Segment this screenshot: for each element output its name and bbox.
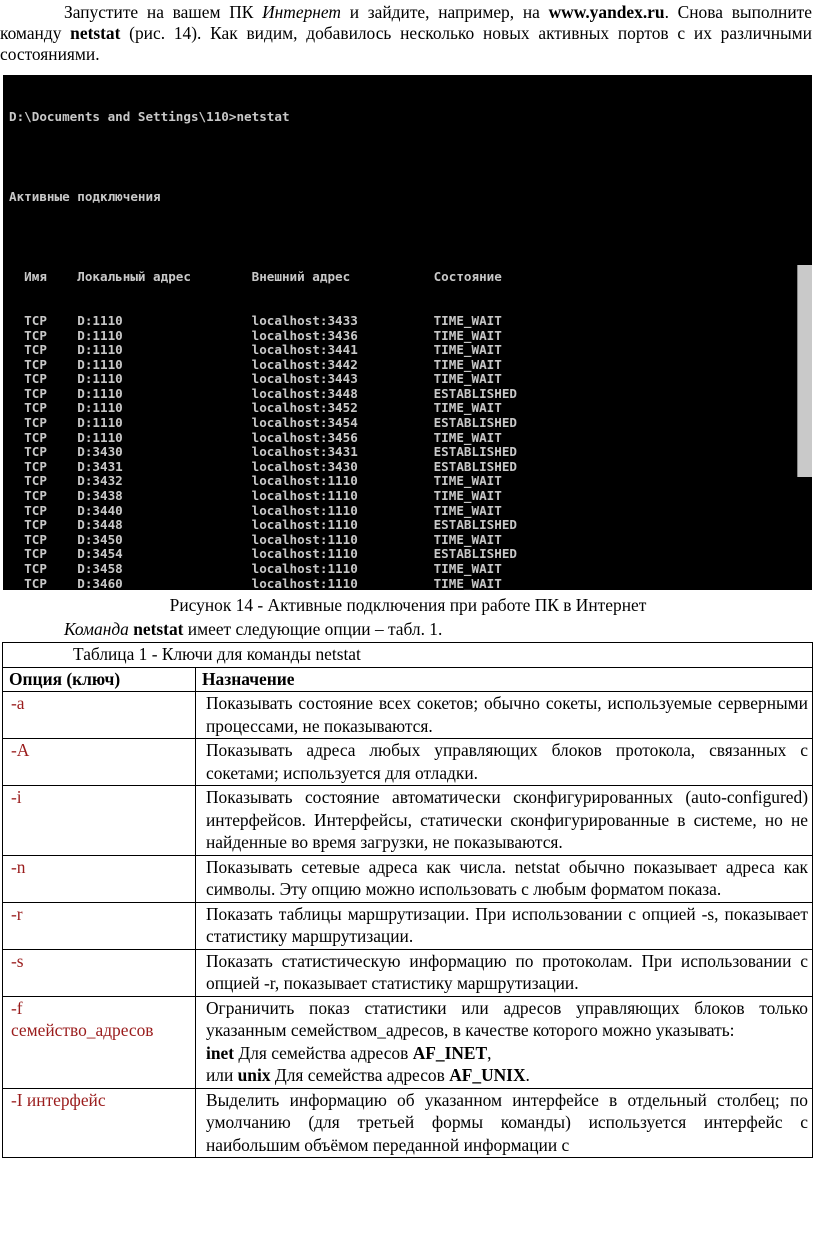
console-scrollbar-thumb[interactable] — [797, 265, 812, 477]
console-connection-row: TCP D:1110 localhost:3433 TIME_WAIT — [9, 312, 502, 328]
internet-term: Интернет — [262, 2, 341, 22]
console-connection-row: TCP D:3440 localhost:1110 TIME_WAIT — [9, 502, 502, 518]
options-intro: Команда netstat имеет следующие опции – табл. 1. — [64, 619, 443, 639]
table-row — [3, 949, 813, 996]
table-row — [3, 996, 813, 1088]
console-connection-row: TCP D:3450 localhost:1110 TIME_WAIT — [9, 531, 502, 547]
table-row — [3, 855, 813, 902]
console-columns-header: Имя Локальный адрес Внешний адрес Состояние — [9, 269, 502, 285]
header-option: Опция (ключ) — [3, 667, 196, 692]
console-connection-row: TCP D:3460 localhost:1110 TIME_WAIT — [9, 575, 502, 590]
table-row — [3, 902, 813, 949]
console-connection-row: TCP D:1110 localhost:3448 ESTABLISHED — [9, 385, 517, 401]
option-description: Выделить информацию об указанном интерфейсе в отдельный столбец; по умолчанию (для третьей формы команды) используется интерфейс с наибольшим объёмом переданной информации с — [196, 1088, 813, 1158]
option-description: Показать таблицы маршрутизации. При использовании с опцией -s, показывает статистику маршрутизации. — [196, 902, 813, 949]
console-output — [9, 81, 789, 590]
option-key: -n — [3, 855, 196, 902]
netstat-term: netstat — [70, 23, 121, 43]
console-connection-row: TCP D:1110 localhost:3456 TIME_WAIT — [9, 429, 502, 445]
option-key: -I интерфейс — [3, 1088, 196, 1158]
console-connection-row: TCP D:3458 localhost:1110 TIME_WAIT — [9, 561, 502, 576]
table-row — [3, 786, 813, 856]
option-key: -i — [3, 786, 196, 856]
option-key: -A — [3, 739, 196, 786]
console-connection-row: TCP D:1110 localhost:3452 TIME_WAIT — [9, 400, 502, 416]
console-connection-row: TCP D:3448 localhost:1110 ESTABLISHED — [9, 517, 517, 533]
console-connection-row: TCP D:1110 localhost:3441 TIME_WAIT — [9, 342, 502, 358]
table-row — [3, 692, 813, 739]
console-connection-row: TCP D:3432 localhost:1110 TIME_WAIT — [9, 473, 502, 489]
table-caption: Таблица 1 - Ключи для команды netstat — [3, 643, 813, 668]
console-connection-row: TCP D:1110 localhost:3454 ESTABLISHED — [9, 415, 517, 431]
console-section-title: Активные подключения — [9, 189, 161, 205]
option-key: -r — [3, 902, 196, 949]
figure-caption: Рисунок 14 - Активные подключения при работе ПК в Интернет — [169, 595, 647, 615]
option-description: Ограничить показ статистики или адресов управляющих блоков только указанным семейством_адресов, в качестве которого можно указывать: inet Для семейства адресов AF_INET, или unix Для семейства адресов AF_UNIX. — [196, 996, 813, 1088]
option-description: Показывать сетевые адреса как числа. netstat обычно показывает адреса как символы. Эту опцию можно использовать с любым форматом показа. — [196, 855, 813, 902]
table-row — [3, 1088, 813, 1158]
option-key: -f семейство_адресов — [3, 996, 196, 1088]
console-connection-row: TCP D:3431 localhost:3430 ESTABLISHED — [9, 458, 517, 474]
netstat-keys-table — [2, 642, 813, 1158]
option-key: -s — [3, 949, 196, 996]
console-connection-row: TCP D:3430 localhost:3431 ESTABLISHED — [9, 444, 517, 460]
console-connection-row: TCP D:3454 localhost:1110 ESTABLISHED — [9, 546, 517, 562]
header-purpose: Назначение — [196, 667, 813, 692]
console-prompt: D:\Documents and Settings\110>netstat — [9, 109, 290, 125]
yandex-link-text: www.yandex.ru — [548, 2, 665, 22]
console-connection-row: TCP D:1110 localhost:3442 TIME_WAIT — [9, 356, 502, 372]
intro-paragraph: Запустите на вашем ПК Интернет и зайдите, например, на www.yandex.ru. Снова выполните команду netstat (рис. 14). Как видим, добавилось несколько новых активных портов с их различными состояниями. — [0, 2, 812, 64]
console-screenshot — [3, 75, 812, 590]
option-description: Показывать состояние всех сокетов; обычно сокеты, используемые серверными процессами, не показываются. — [196, 692, 813, 739]
console-connection-row: TCP D:3438 localhost:1110 TIME_WAIT — [9, 488, 502, 504]
option-description: Показывать состояние автоматически сконфигурированных (auto-configured) интерфейсов. Интерфейсы, статически сконфигурированные в системе, но не найденные во время загрузки, не показываются. — [196, 786, 813, 856]
option-description: Показать статистическую информацию по протоколам. При использовании с опцией -r, показывает статистику маршрутизации. — [196, 949, 813, 996]
table-row — [3, 739, 813, 786]
option-key: -a — [3, 692, 196, 739]
console-connection-row: TCP D:1110 localhost:3436 TIME_WAIT — [9, 327, 502, 343]
console-connection-row: TCP D:1110 localhost:3443 TIME_WAIT — [9, 371, 502, 387]
option-description: Показывать адреса любых управляющих блоков протокола, связанных с сокетами; используется для отладки. — [196, 739, 813, 786]
